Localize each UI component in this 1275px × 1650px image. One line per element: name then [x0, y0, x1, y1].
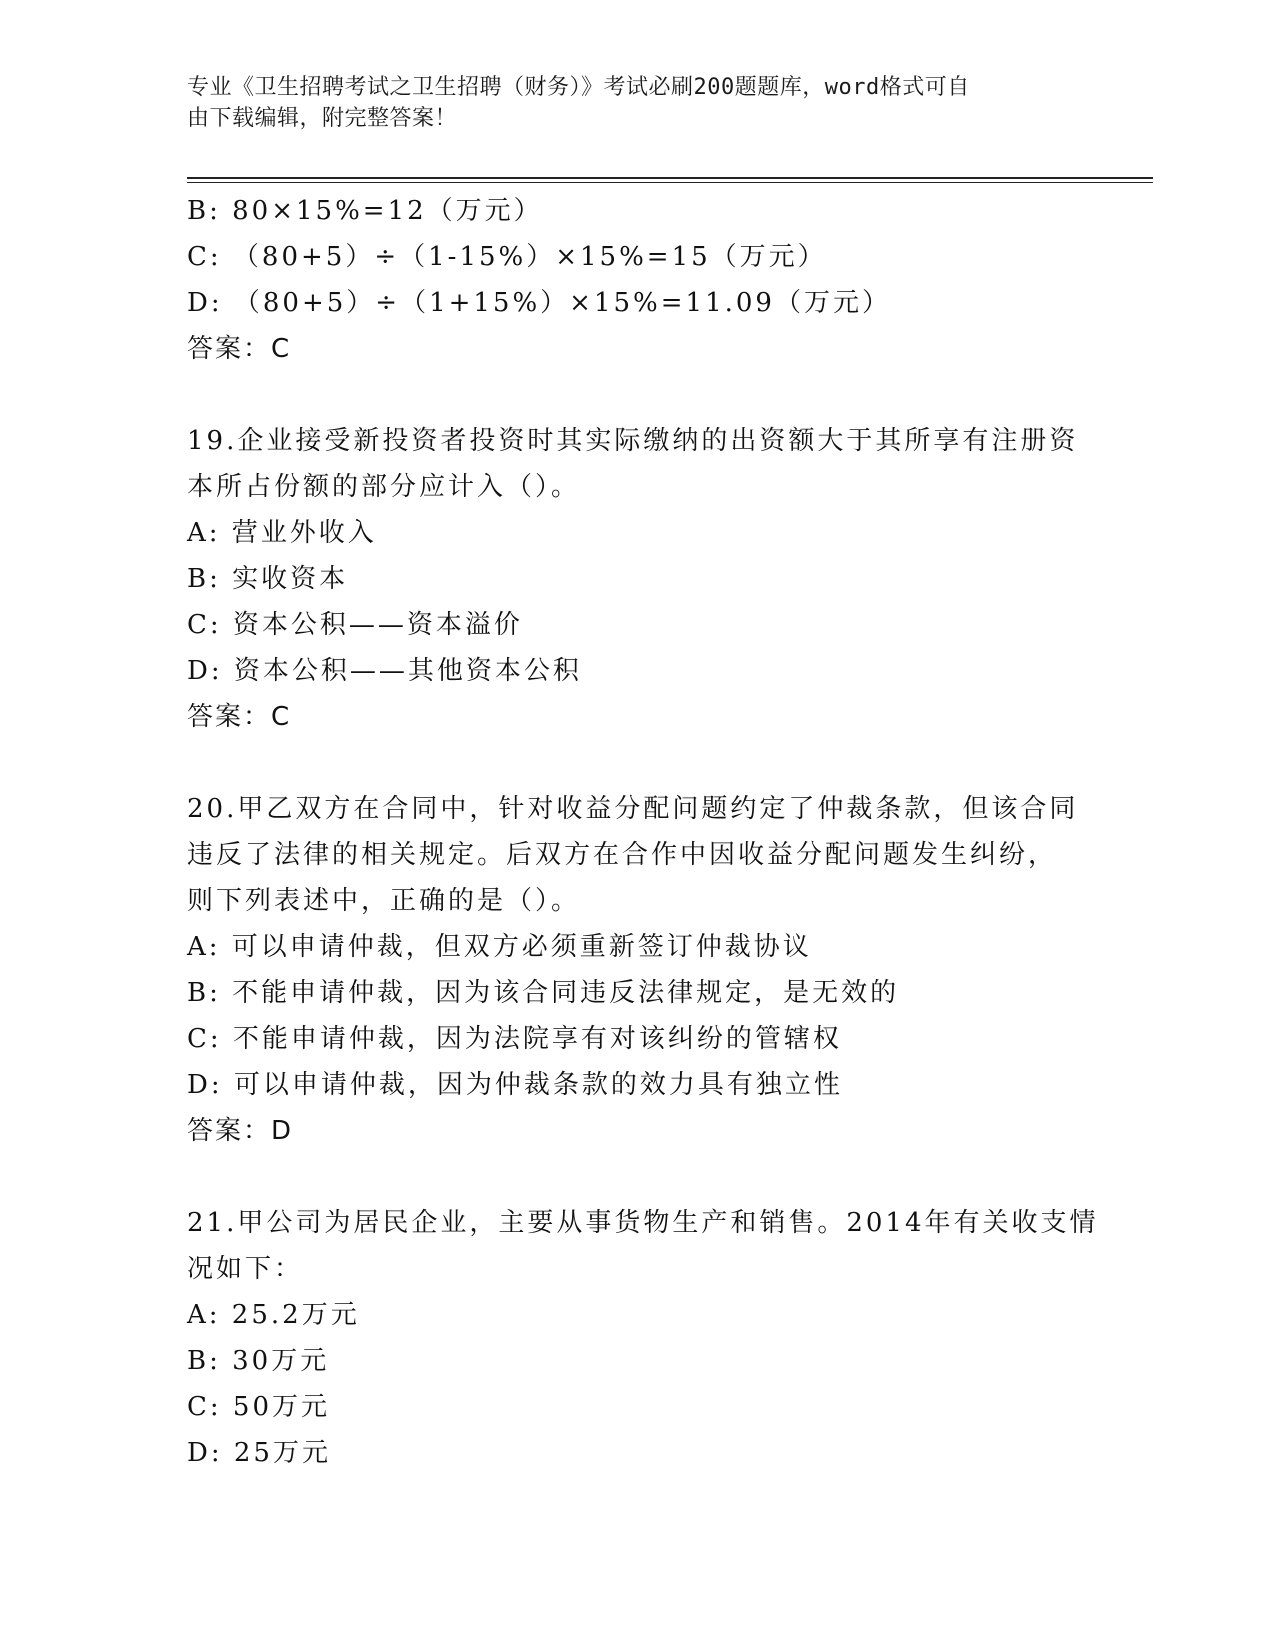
option-b: B: 80×15%=12（万元）	[187, 196, 543, 226]
question-20	[187, 786, 1087, 1154]
option-b: B: 不能申请仲裁，因为该合同违反法律规定，是无效的	[187, 978, 900, 1008]
option-c: C: 资本公积——资本溢价	[187, 610, 523, 640]
answer-label: 答案：C	[187, 334, 292, 364]
answer-label: 答案：D	[187, 1116, 294, 1146]
question-text: 违反了法律的相关规定。后双方在合作中因收益分配问题发生纠纷，	[187, 840, 1058, 870]
document-header	[187, 72, 1067, 134]
header-divider-thin	[187, 182, 1153, 183]
question-text: 本所占份额的部分应计入（）。	[187, 472, 581, 502]
answer-label: 答案：C	[187, 702, 292, 732]
question-18-continued	[187, 188, 1087, 372]
question-text: 20.甲乙双方在合同中，针对收益分配问题约定了仲裁条款，但该合同	[187, 794, 1079, 824]
question-text: 21.甲公司为居民企业，主要从事货物生产和销售。2014年有关收支情	[187, 1208, 1099, 1238]
option-b: B: 实收资本	[187, 564, 349, 594]
option-a: A: 可以申请仲裁，但双方必须重新签订仲裁协议	[187, 932, 812, 962]
question-list	[187, 188, 1099, 1476]
option-c: C: 50万元	[187, 1392, 331, 1422]
option-d: D: 资本公积——其他资本公积	[187, 656, 582, 686]
option-a: A: 25.2万元	[187, 1300, 360, 1330]
question-text: 况如下：	[187, 1254, 304, 1284]
header-line: 由下载编辑，附完整答案！	[187, 106, 458, 131]
question-19	[187, 418, 1087, 740]
question-text: 则下列表述中，正确的是（）。	[187, 886, 581, 916]
option-d: D: 可以申请仲裁，因为仲裁条款的效力具有独立性	[187, 1070, 843, 1100]
option-a: A: 营业外收入	[187, 518, 377, 548]
option-d: D: （80+5）÷（1+15%）×15%=11.09（万元）	[187, 288, 891, 318]
option-b: B: 30万元	[187, 1346, 330, 1376]
option-c: C: （80+5）÷（1-15%）×15%=15（万元）	[187, 242, 827, 272]
question-text: 19.企业接受新投资者投资时其实际缴纳的出资额大于其所享有注册资	[187, 426, 1079, 456]
option-d: D: 25万元	[187, 1438, 331, 1468]
option-c: C: 不能申请仲裁，因为法院享有对该纠纷的管辖权	[187, 1024, 842, 1054]
question-21	[187, 1200, 1099, 1476]
header-line: 专业《卫生招聘考试之卫生招聘（财务）》考试必刷200题题库，word格式可自	[187, 75, 970, 100]
header-divider	[187, 177, 1153, 179]
